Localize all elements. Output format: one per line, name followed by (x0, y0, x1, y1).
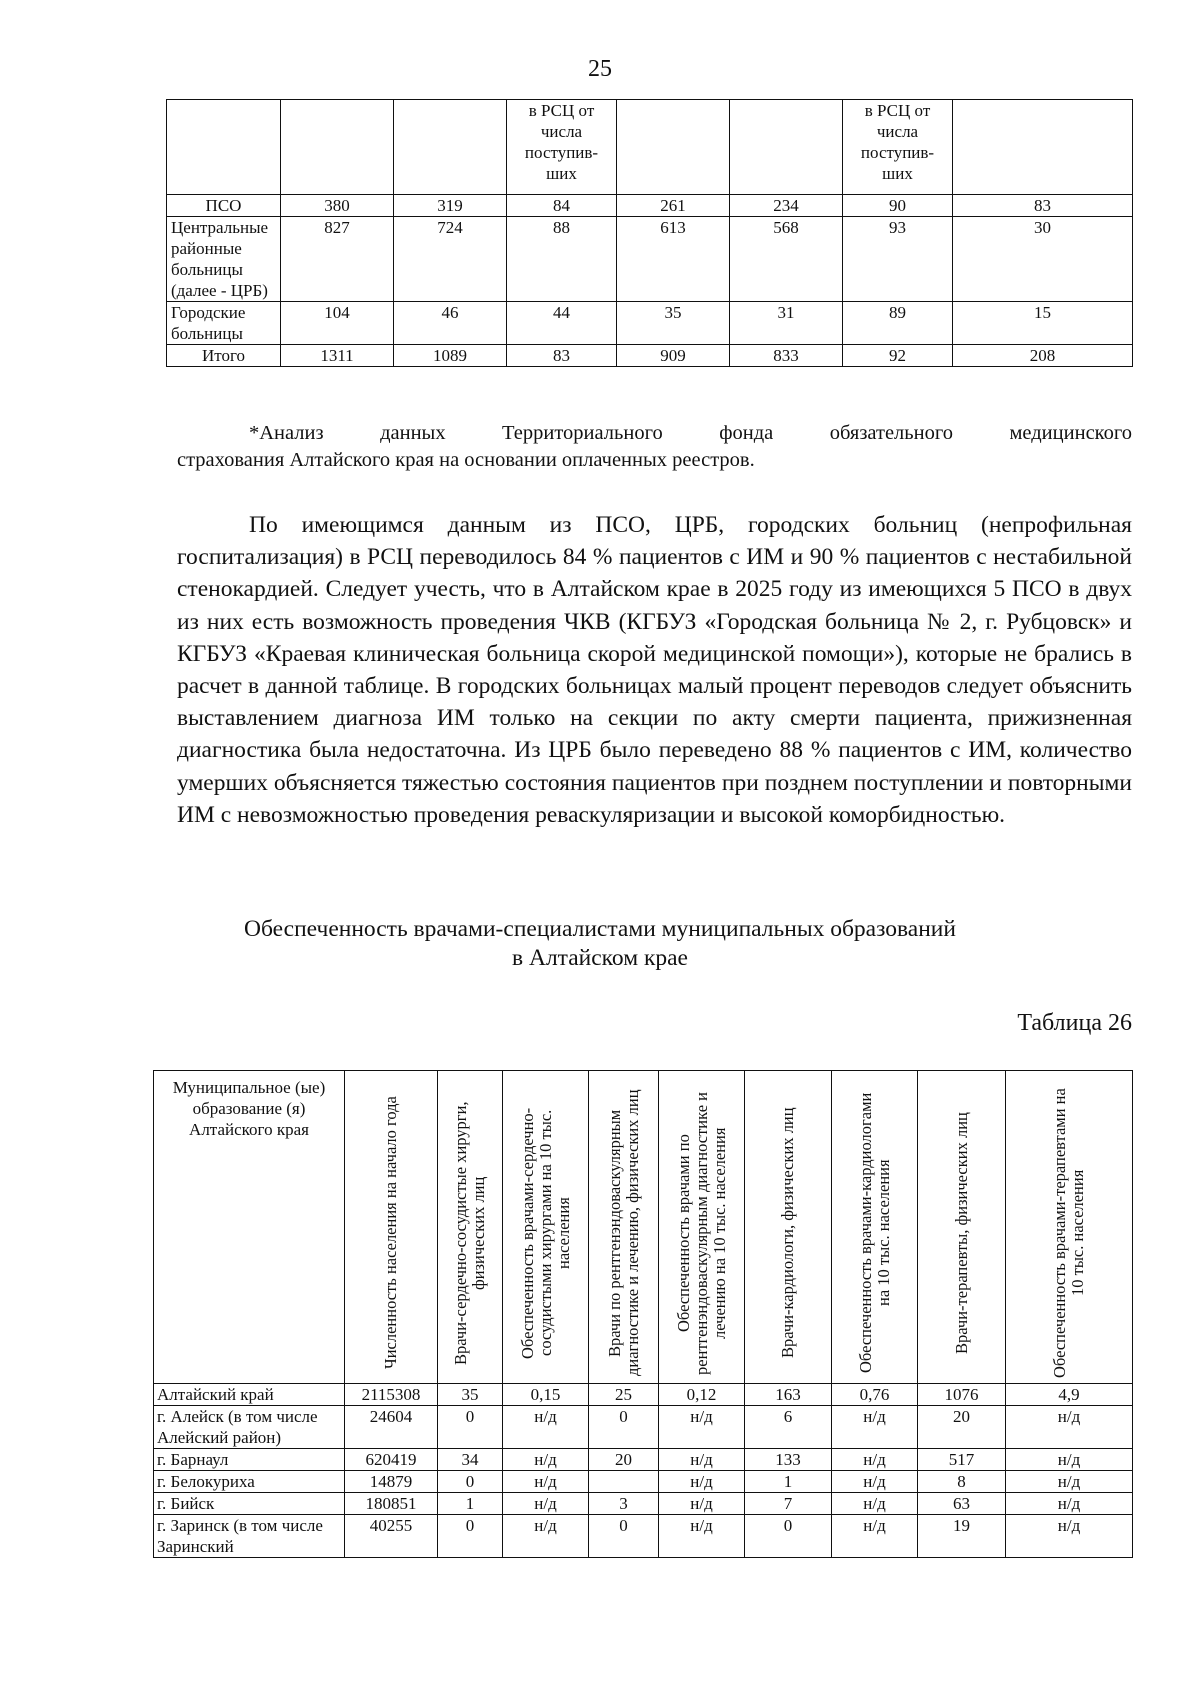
table-cell: 909 (617, 345, 730, 367)
column-header (589, 1071, 659, 1384)
table-row (154, 1449, 1133, 1471)
table-cell: 180851 (345, 1493, 438, 1515)
header-cell (281, 100, 394, 195)
table-cell: 620419 (345, 1449, 438, 1471)
table-cell: н/д (1006, 1493, 1133, 1515)
table-cell: 4,9 (1006, 1384, 1133, 1406)
table-cell: 35 (617, 302, 730, 345)
table-cell: 84 (507, 195, 617, 217)
table-cell: н/д (503, 1449, 589, 1471)
table-cell: н/д (659, 1471, 745, 1493)
table-header-row (154, 1071, 1133, 1384)
row-label: ПСО (167, 195, 281, 217)
row-label: г. Барнаул (154, 1449, 345, 1471)
row-label: г. Белокуриха (154, 1471, 345, 1493)
column-header-text: Обеспеченность врачами-кардиологами на 10 тыс. населения (855, 1092, 893, 1374)
table-cell: 0,76 (832, 1384, 918, 1406)
table-cell: 0,15 (503, 1384, 589, 1406)
table-cell: н/д (832, 1471, 918, 1493)
header-cell: в РСЦ от числа поступив-ших (507, 100, 617, 195)
table-cell: н/д (832, 1449, 918, 1471)
table-cell: 261 (617, 195, 730, 217)
header-cell (953, 100, 1133, 195)
table-cell: 568 (730, 217, 843, 302)
table-cell: 1089 (394, 345, 507, 367)
table-cell: 0 (438, 1406, 503, 1449)
row-label: Алтайский край (154, 1384, 345, 1406)
table-cell: 104 (281, 302, 394, 345)
table-cell: 208 (953, 345, 1133, 367)
table-header-row (167, 100, 1133, 195)
column-header-text: Врачи-терапевты, физических лиц (951, 1112, 971, 1354)
table-row (167, 302, 1133, 345)
header-cell (394, 100, 507, 195)
row-label: г. Заринск (в том числе Заринский (154, 1515, 345, 1558)
table-cell: 1 (745, 1471, 832, 1493)
table-cell: 613 (617, 217, 730, 302)
table-cell: 89 (843, 302, 953, 345)
table-cell (589, 1471, 659, 1493)
table-cell: 14879 (345, 1471, 438, 1493)
table-cell: 25 (589, 1384, 659, 1406)
column-header (1006, 1071, 1133, 1384)
row-label: Центральные районные больницы (далее - ЦРБ) (167, 217, 281, 302)
section-title (0, 915, 1200, 973)
table-cell: н/д (832, 1406, 918, 1449)
table-cell: 380 (281, 195, 394, 217)
table-row (154, 1406, 1133, 1449)
section-title-line: Обеспеченность врачами-специалистами муниципальных образований (244, 916, 956, 942)
table-cell: 46 (394, 302, 507, 345)
table-cell: 30 (953, 217, 1133, 302)
table-cell: н/д (1006, 1449, 1133, 1471)
table-cell: 8 (918, 1471, 1006, 1493)
table-row (154, 1471, 1133, 1493)
admissions-table (166, 99, 1133, 367)
table-cell: 0,12 (659, 1384, 745, 1406)
table-cell: 2115308 (345, 1384, 438, 1406)
footnote-line: *Анализ данных Территориального фонда обязательного медицинского (249, 422, 1132, 444)
table-cell: 24604 (345, 1406, 438, 1449)
table-cell: 1 (438, 1493, 503, 1515)
table-cell: 7 (745, 1493, 832, 1515)
column-header-text: Обеспеченность врачами-сердечно-сосудистыми хирургами на 10 тыс. населения (517, 1107, 573, 1359)
header-cell (167, 100, 281, 195)
table-cell: н/д (659, 1449, 745, 1471)
table-cell: 19 (918, 1515, 1006, 1558)
column-header-text: Врачи по рентгенэндоваскулярным диагностике и лечению, физических лиц (604, 1089, 642, 1377)
table-cell: 31 (730, 302, 843, 345)
table-cell: 35 (438, 1384, 503, 1406)
table-row (167, 217, 1133, 302)
table-row (154, 1384, 1133, 1406)
table-cell: 88 (507, 217, 617, 302)
table-cell: 92 (843, 345, 953, 367)
table-cell: 0 (438, 1515, 503, 1558)
table-cell: 20 (589, 1449, 659, 1471)
table-cell: 827 (281, 217, 394, 302)
column-header-text: Врачи-сердечно-сосудистые хирурги, физических лиц (451, 1101, 488, 1365)
table-cell: 6 (745, 1406, 832, 1449)
table-cell: 0 (745, 1515, 832, 1558)
row-label: г. Алейск (в том числе Алейский район) (154, 1406, 345, 1449)
table-cell: н/д (1006, 1471, 1133, 1493)
specialists-table-body (154, 1384, 1133, 1558)
column-header: Муниципальное (ые) образование (я) Алтайского края (154, 1071, 345, 1384)
column-header (659, 1071, 745, 1384)
column-header (345, 1071, 438, 1384)
table-cell: н/д (1006, 1515, 1133, 1558)
table-cell: 833 (730, 345, 843, 367)
column-header (745, 1071, 832, 1384)
table-row (154, 1515, 1133, 1558)
column-header (438, 1071, 503, 1384)
column-header (503, 1071, 589, 1384)
table-cell: 83 (953, 195, 1133, 217)
table-cell: н/д (1006, 1406, 1133, 1449)
table-row (154, 1493, 1133, 1515)
table-cell: 133 (745, 1449, 832, 1471)
table-cell: 1076 (918, 1384, 1006, 1406)
column-header (832, 1071, 918, 1384)
column-header-text: Численность населения на начало года (381, 1096, 400, 1370)
header-cell (730, 100, 843, 195)
table-cell: 44 (507, 302, 617, 345)
table-cell: 90 (843, 195, 953, 217)
table-cell: 34 (438, 1449, 503, 1471)
specialists-table (153, 1070, 1133, 1558)
table-cell: н/д (659, 1493, 745, 1515)
table-cell: н/д (503, 1406, 589, 1449)
table-row-total (167, 345, 1133, 367)
table-cell: н/д (503, 1471, 589, 1493)
row-label: Городские больницы (167, 302, 281, 345)
header-cell: в РСЦ от числа поступив-ших (843, 100, 953, 195)
row-label: г. Бийск (154, 1493, 345, 1515)
table-cell: н/д (832, 1493, 918, 1515)
table-cell: н/д (832, 1515, 918, 1558)
table-row (167, 195, 1133, 217)
row-label: Итого (167, 345, 281, 367)
table-cell: 20 (918, 1406, 1006, 1449)
table-cell: 319 (394, 195, 507, 217)
column-header-text: Обеспеченность врачами-терапевтами на 10 тыс. населения (1050, 1088, 1087, 1378)
table-cell: 1311 (281, 345, 394, 367)
footnote-line: страхования Алтайского края на основании оплаченных реестров. (177, 449, 755, 471)
table-cell: 3 (589, 1493, 659, 1515)
table-caption: Таблица 26 (1017, 1010, 1132, 1036)
section-title-line: в Алтайском крае (512, 945, 688, 971)
table-cell: н/д (659, 1406, 745, 1449)
table-footnote (177, 420, 1132, 474)
table-cell: 0 (589, 1406, 659, 1449)
table-cell: 517 (918, 1449, 1006, 1471)
table-cell: 40255 (345, 1515, 438, 1558)
page-number: 25 (588, 56, 612, 82)
table-cell: 0 (438, 1471, 503, 1493)
column-header (918, 1071, 1006, 1384)
table-cell: 83 (507, 345, 617, 367)
table-cell: 234 (730, 195, 843, 217)
table-cell: 0 (589, 1515, 659, 1558)
header-cell (617, 100, 730, 195)
column-header-text: Врачи-кардиологи, физических лиц (778, 1107, 797, 1359)
table-cell: н/д (503, 1515, 589, 1558)
table-cell: 724 (394, 217, 507, 302)
column-header-text: Обеспеченность врачами по рентгенэндоваскулярным диагностике и лечению на 10 тыс. населения (673, 1091, 729, 1375)
table-cell: 163 (745, 1384, 832, 1406)
table-cell: 15 (953, 302, 1133, 345)
table-cell: 63 (918, 1493, 1006, 1515)
table-cell: 93 (843, 217, 953, 302)
table-cell: н/д (503, 1493, 589, 1515)
table-cell: н/д (659, 1515, 745, 1558)
body-paragraph: По имеющимся данным из ПСО, ЦРБ, городских больниц (непрофильная госпитализация) в РСЦ переводилось 84 % пациентов с ИМ и 90 % пациентов с нестабильной стенокардией. Следует учесть, что в Алтайском крае в 2025 году из имеющихся 5 ПСО в двух из них есть возможность проведения ЧКВ (КГБУЗ «Городская больница № 2, г. Рубцовск» и КГБУЗ «Краевая клиническая больница скорой медицинской помощи»), которые не брались в расчет в данной таблице. В городских больницах малый процент переводов следует объяснить выставлением диагноза ИМ только на секции по акту смерти пациента, прижизненная диагностика была недостаточна. Из ЦРБ было переведено 88 % пациентов с ИМ, количество умерших объясняется тяжестью состояния пациентов при позднем поступлении и повторными ИМ с невозможностью проведения реваскуляризации и высокой коморбидностью. (177, 512, 1132, 828)
